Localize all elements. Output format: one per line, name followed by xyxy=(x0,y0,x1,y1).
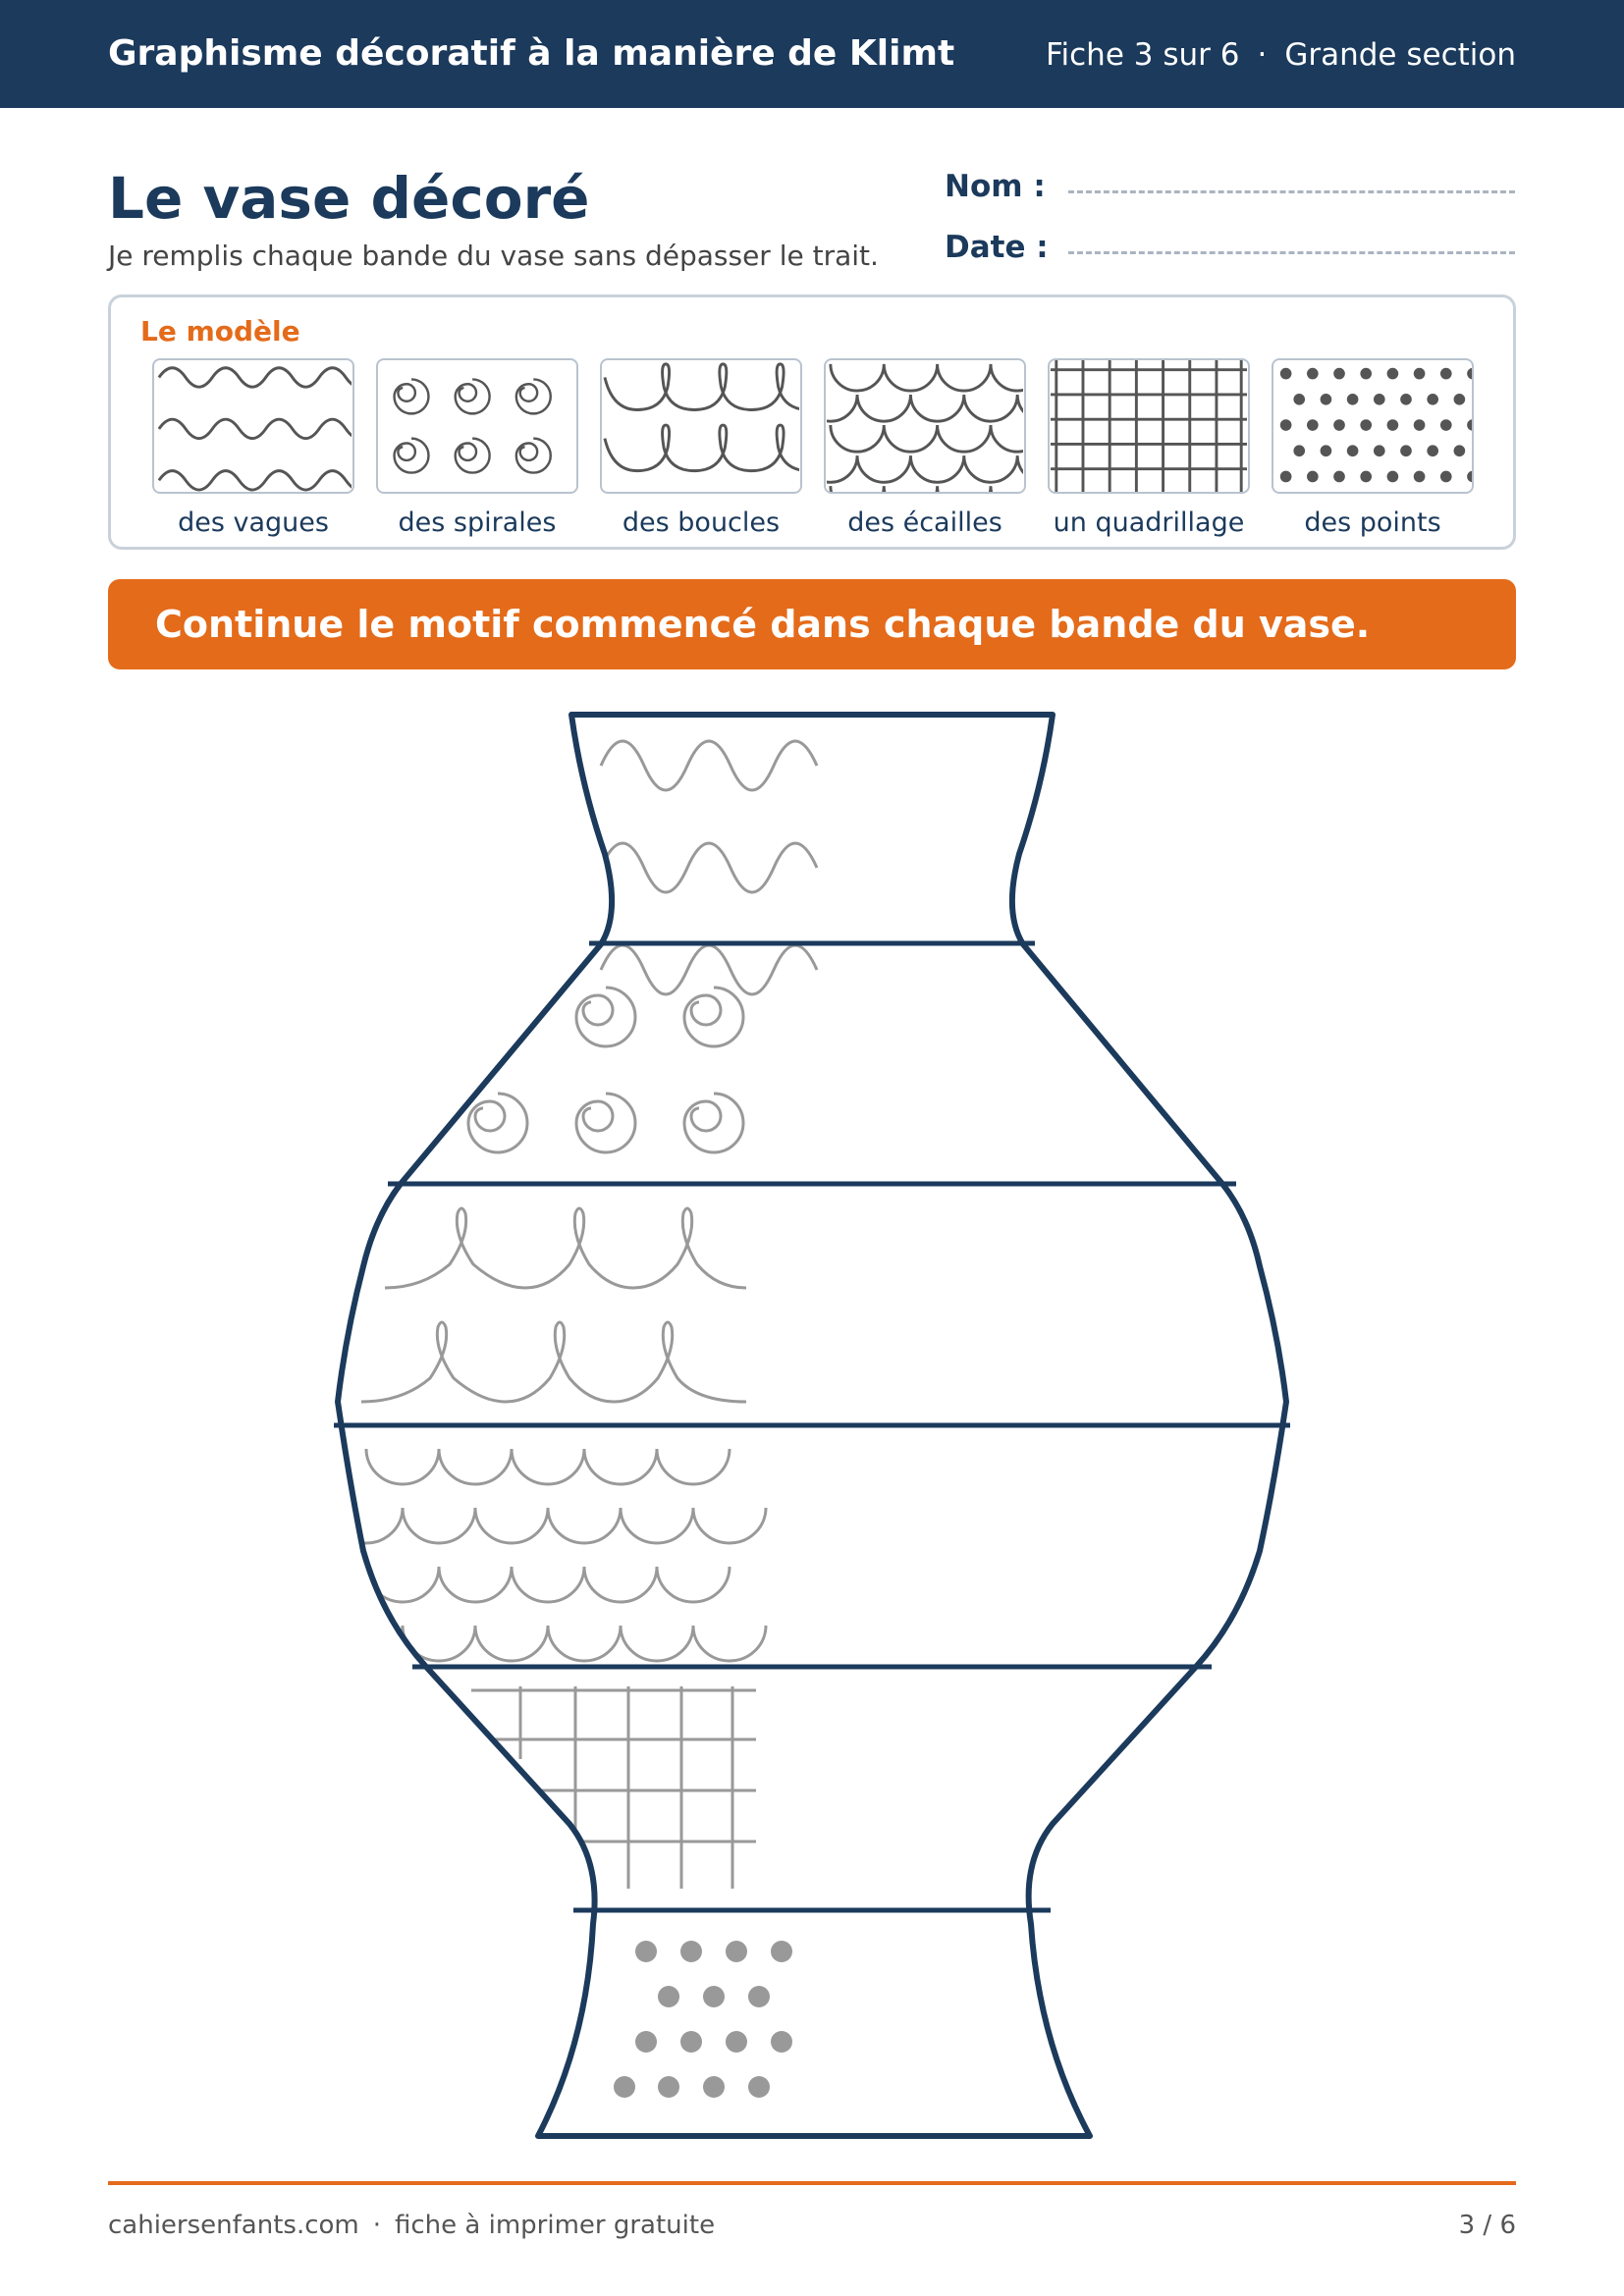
model-dot xyxy=(1280,471,1292,483)
spirals-pattern-icon xyxy=(376,358,578,494)
footer-rule xyxy=(108,2181,1516,2185)
model-label-dots: des points xyxy=(1304,507,1441,538)
model-dot xyxy=(1293,445,1305,456)
footer-left xyxy=(108,2211,715,2240)
instruction-banner xyxy=(108,579,1516,669)
model-dot xyxy=(1280,368,1292,380)
sheet-number: Fiche 3 sur 6 xyxy=(1045,37,1240,73)
model-label-loops: des boucles xyxy=(622,507,781,538)
model-dot xyxy=(1321,445,1332,456)
model-dot xyxy=(1333,419,1345,431)
model-dot xyxy=(1333,368,1345,380)
model-dot xyxy=(1360,368,1372,380)
vase-dots xyxy=(614,1941,792,2098)
vase-loops-row xyxy=(361,1322,746,1402)
model-dot xyxy=(1387,471,1399,483)
model-dot xyxy=(1400,445,1412,456)
model-dot xyxy=(1387,419,1399,431)
model-dot xyxy=(1440,419,1452,431)
sheet-info xyxy=(1046,37,1516,73)
model-dot xyxy=(1400,394,1412,405)
top-bar xyxy=(0,0,1624,108)
page-title: Le vase décoré xyxy=(108,165,590,232)
vase-dot xyxy=(703,2076,725,2098)
vase-waves-row xyxy=(601,741,817,790)
model-dot xyxy=(1293,394,1305,405)
model-dot xyxy=(1307,419,1319,431)
model-dot xyxy=(1427,394,1438,405)
name-label: Nom : xyxy=(945,169,1046,204)
loops-pattern-icon xyxy=(600,358,802,494)
vase-scales-row xyxy=(330,1508,766,1543)
vase-dot xyxy=(635,1941,657,1962)
date-field-line[interactable] xyxy=(1068,251,1515,254)
vase-dot xyxy=(658,2076,679,2098)
vase-waves-row xyxy=(601,843,817,892)
model-dot xyxy=(1440,471,1452,483)
model-dot xyxy=(1321,394,1332,405)
model-dot xyxy=(1467,471,1472,483)
model-dot xyxy=(1360,419,1372,431)
name-field-line[interactable] xyxy=(1068,190,1515,193)
vase-drawing xyxy=(0,687,1624,2160)
model-label-waves: des vagues xyxy=(178,507,329,538)
model-dot xyxy=(1307,471,1319,483)
vase-dot xyxy=(771,1941,792,1962)
vase-spirals xyxy=(468,988,743,1152)
vase-loops-row xyxy=(385,1208,746,1288)
model-dot xyxy=(1414,368,1426,380)
page-subtitle: Je remplis chaque bande du vase sans dépasser le trait. xyxy=(108,240,879,272)
model-label-grid: un quadrillage xyxy=(1053,507,1245,538)
model-dot xyxy=(1387,368,1399,380)
model-dot xyxy=(1467,419,1472,431)
model-dot xyxy=(1307,368,1319,380)
vase-dot xyxy=(703,1986,725,2007)
footer-note: fiche à imprimer gratuite xyxy=(395,2211,716,2240)
dots-pattern-icon xyxy=(1272,358,1474,494)
model-dot xyxy=(1454,445,1466,456)
vase-dot xyxy=(726,1941,747,1962)
model-dot xyxy=(1414,471,1426,483)
model-label-scales: des écailles xyxy=(847,507,1002,538)
page-number: 3 / 6 xyxy=(1458,2211,1516,2240)
model-dot xyxy=(1440,368,1452,380)
vase-dot xyxy=(680,1941,702,1962)
model-dot xyxy=(1280,419,1292,431)
model-dot xyxy=(1414,419,1426,431)
separator-dot: · xyxy=(372,2211,381,2240)
vase-dot xyxy=(726,2031,747,2053)
model-dot xyxy=(1347,445,1359,456)
instruction-text: Continue le motif commencé dans chaque bande du vase. xyxy=(155,603,1371,646)
vase-dot xyxy=(680,2031,702,2053)
vase-waves-row xyxy=(601,945,817,994)
model-dot xyxy=(1467,368,1472,380)
model-dot xyxy=(1333,471,1345,483)
model-dot xyxy=(1360,471,1372,483)
vase-dot xyxy=(614,2076,635,2098)
vase-scales-row xyxy=(366,1567,730,1602)
vase-dot xyxy=(748,2076,770,2098)
model-dot xyxy=(1374,445,1385,456)
vase-grid xyxy=(471,1686,756,1889)
footer-site[interactable]: cahiersenfants.com xyxy=(108,2211,359,2240)
waves-pattern-icon xyxy=(152,358,354,494)
separator-dot: · xyxy=(1257,37,1268,73)
vase-dot xyxy=(635,2031,657,2053)
vase-scales-row xyxy=(366,1449,730,1484)
model-dot xyxy=(1347,394,1359,405)
vase-dot xyxy=(748,1986,770,2007)
grid-pattern-icon xyxy=(1048,358,1250,494)
model-dot xyxy=(1454,394,1466,405)
date-label: Date : xyxy=(945,230,1049,265)
model-dot xyxy=(1374,394,1385,405)
vase-dot xyxy=(658,1986,679,2007)
model-label-spirals: des spirales xyxy=(398,507,557,538)
vase-dot xyxy=(771,2031,792,2053)
worksheet-series-title: Graphisme décoratif à la manière de Klimt xyxy=(108,33,955,74)
model-title: Le modèle xyxy=(140,315,300,347)
model-box xyxy=(108,294,1516,550)
class-level: Grande section xyxy=(1284,37,1516,73)
scales-pattern-icon xyxy=(824,358,1026,494)
model-dot xyxy=(1427,445,1438,456)
